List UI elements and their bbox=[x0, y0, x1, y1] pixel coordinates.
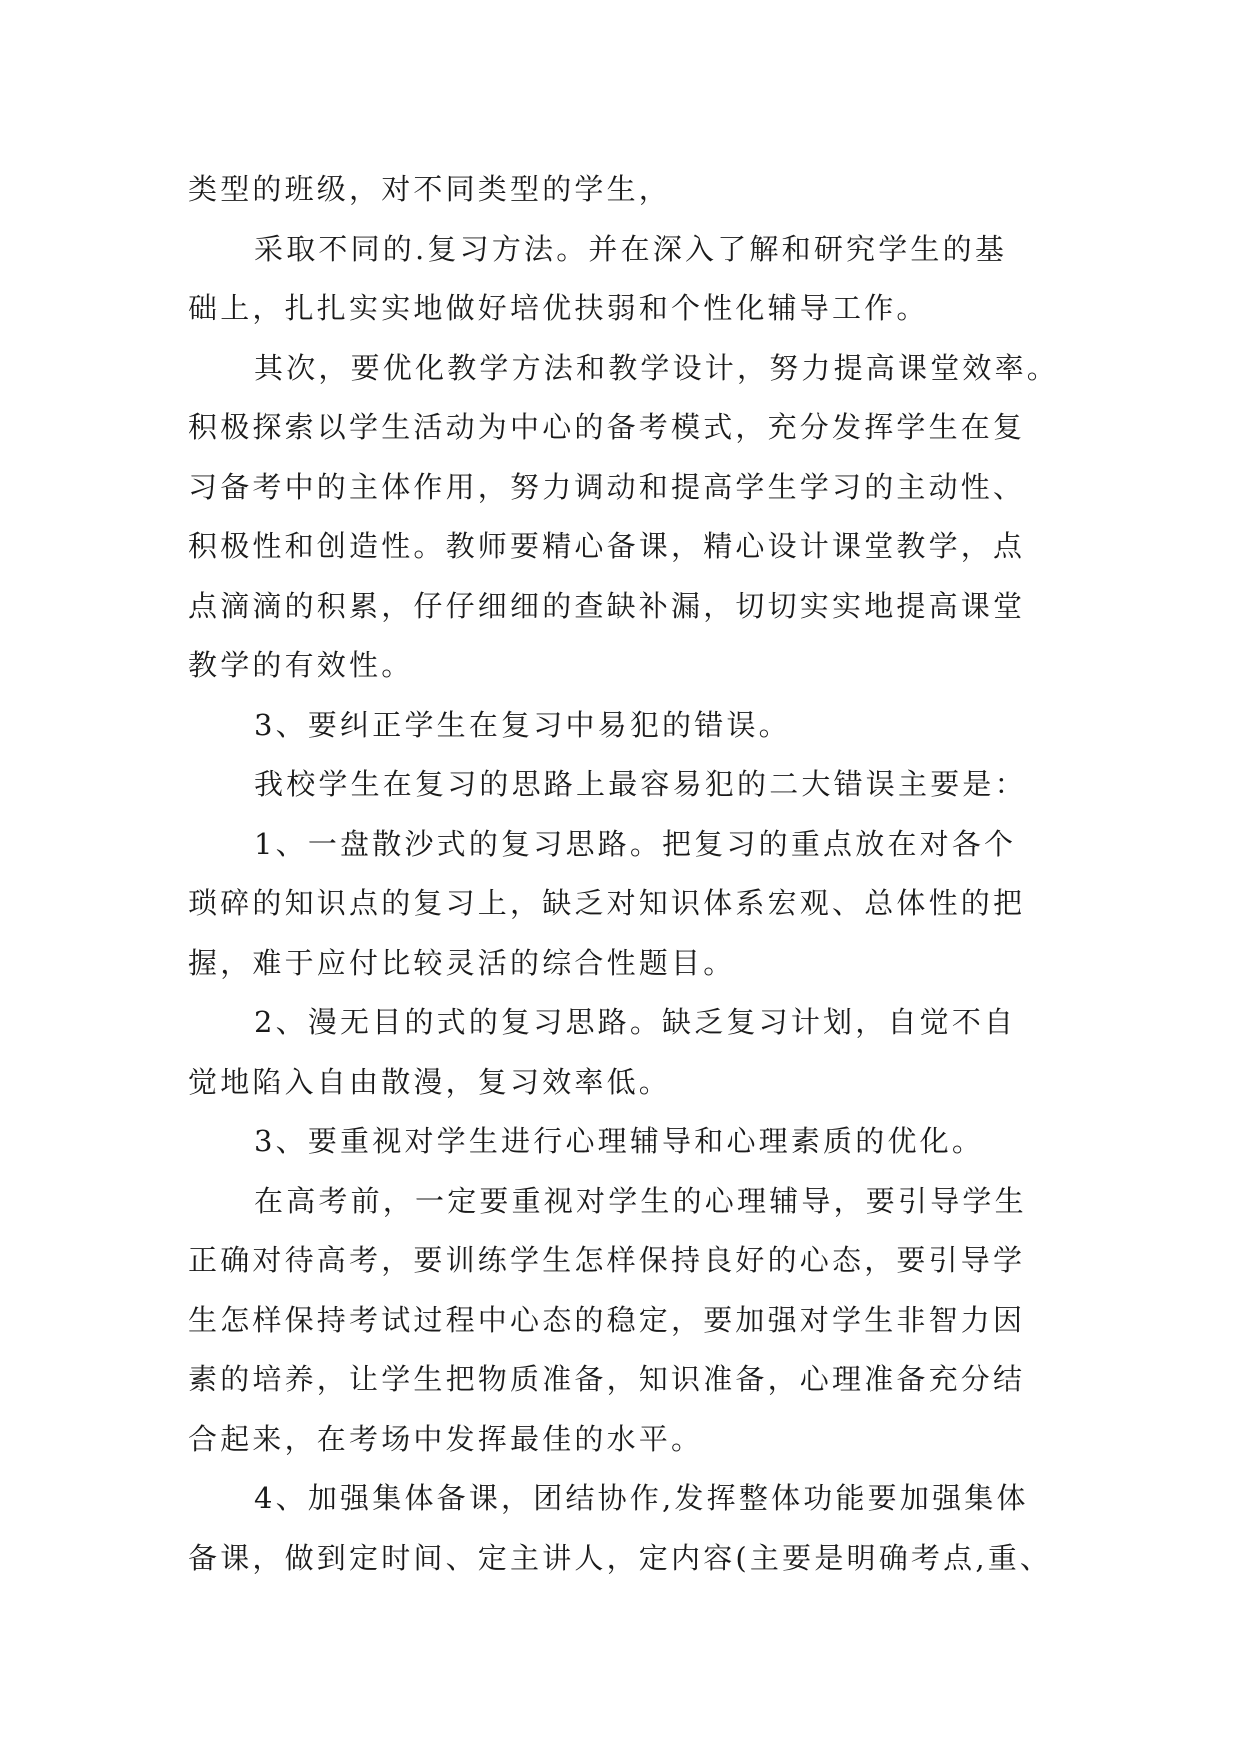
text-line: 我校学生在复习的思路上最容易犯的二大错误主要是： bbox=[254, 767, 1027, 801]
text-line: 础上，扎扎实实地做好培优扶弱和个性化辅导工作。 bbox=[188, 291, 929, 325]
text-line: 握，难于应付比较灵活的综合性题目。 bbox=[188, 945, 736, 980]
text-line: 4、加强集体备课，团结协作,发挥整体功能要加强集体 bbox=[254, 1481, 1029, 1515]
text-line: 合起来，在考场中发挥最佳的水平。 bbox=[188, 1421, 704, 1456]
text-line: 习备考中的主体作用，努力调动和提高学生学习的主动性、 bbox=[188, 469, 1026, 504]
text-line: 积极性和创造性。教师要精心备课，精心设计课堂教学，点 bbox=[188, 529, 1026, 563]
text-line: 3、要纠正学生在复习中易犯的错误。 bbox=[254, 707, 791, 742]
body-text bbox=[188, 160, 1068, 1588]
text-line: 素的培养，让学生把物质准备，知识准备，心理准备充分结 bbox=[188, 1362, 1026, 1396]
text-line: 生怎样保持考试过程中心态的稳定，要加强对学生非智力因 bbox=[188, 1302, 1026, 1337]
text-line: 点滴滴的积累，仔仔细细的查缺补漏，切切实实地提高课堂 bbox=[188, 588, 1026, 623]
text-line: 琐碎的知识点的复习上，缺乏对知识体系宏观、总体性的把 bbox=[188, 886, 1026, 920]
text-line: 其次，要优化教学方法和教学设计，努力提高课堂效率。 bbox=[254, 350, 1060, 385]
text-line: 觉地陷入自由散漫，复习效率低。 bbox=[188, 1064, 672, 1099]
text-line: 教学的有效性。 bbox=[188, 648, 414, 682]
text-line: 2、漫无目的式的复习思路。缺乏复习计划，自觉不自 bbox=[254, 1005, 1017, 1039]
text-line: 类型的班级，对不同类型的学生， bbox=[188, 172, 672, 206]
text-line: 采取不同的.复习方法。并在深入了解和研究学生的基 bbox=[254, 231, 1008, 266]
text-line: 正确对待高考，要训练学生怎样保持良好的心态，要引导学 bbox=[188, 1243, 1026, 1277]
text-line: 1、一盘散沙式的复习思路。把复习的重点放在对各个 bbox=[254, 826, 1017, 861]
text-line: 在高考前，一定要重视对学生的心理辅导，要引导学生 bbox=[254, 1183, 1027, 1218]
text-line: 积极探索以学生活动为中心的备考模式，充分发挥学生在复 bbox=[188, 410, 1026, 444]
text-line: 备课，做到定时间、定主讲人，定内容(主要是明确考点,重、 bbox=[188, 1540, 1053, 1575]
text-line: 3、要重视对学生进行心理辅导和心理素质的优化。 bbox=[254, 1124, 985, 1158]
